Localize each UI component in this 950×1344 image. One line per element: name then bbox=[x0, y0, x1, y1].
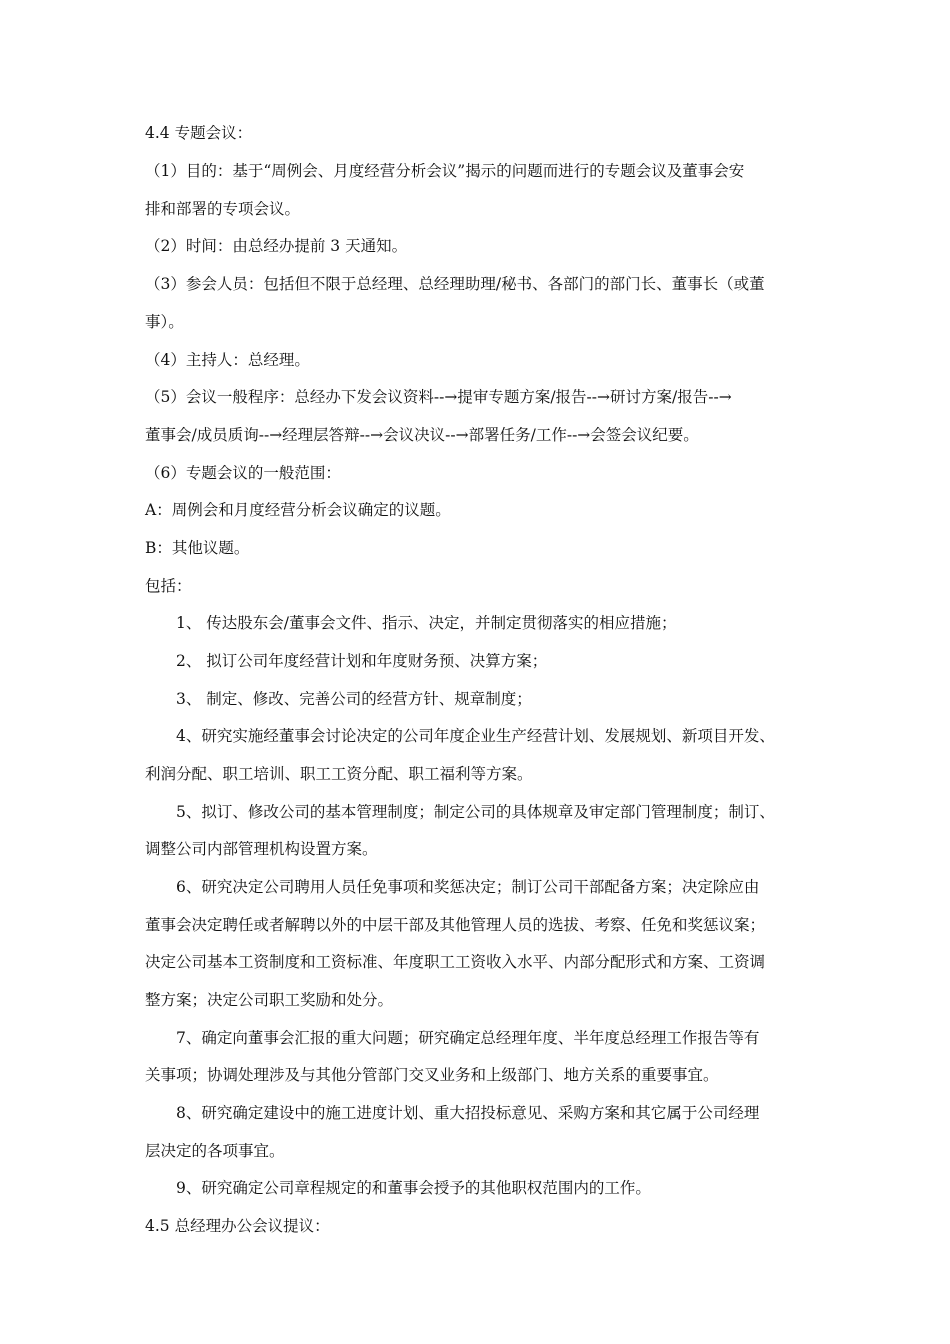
scope-item-a: A：周例会和月度经营分析会议确定的议题。 bbox=[145, 501, 451, 519]
purpose-line-2: 排和部署的专项会议。 bbox=[145, 200, 301, 218]
scope-item-b: B：其他议题。 bbox=[145, 539, 250, 557]
list-item-4-line-1: 4、研究实施经董事会讨论决定的公司年度企业生产经营计划、发展规划、新项目开发、 bbox=[176, 727, 775, 745]
including-label: 包括： bbox=[145, 577, 192, 595]
list-item-1: 1、 传达股东会/董事会文件、指示、决定，并制定贯彻落实的相应措施； bbox=[176, 614, 677, 632]
list-item-6-line-1: 6、研究决定公司聘用人员任免事项和奖惩决定；制订公司干部配备方案；决定除应由 bbox=[176, 878, 760, 896]
list-item-9: 9、研究确定公司章程规定的和董事会授予的其他职权范围内的工作。 bbox=[176, 1179, 651, 1197]
list-item-6-line-3: 决定公司基本工资制度和工资标准、年度职工工资收入水平、内部分配形式和方案、工资调 bbox=[145, 953, 766, 971]
host-line: （4）主持人：总经理。 bbox=[145, 351, 310, 369]
list-item-3: 3、 制定、修改、完善公司的经营方针、规章制度； bbox=[176, 690, 532, 708]
procedure-line-1: （5）会议一般程序：总经办下发会议资料--→提审专题方案/报告--→研讨方案/报告--→ bbox=[145, 388, 732, 406]
list-item-6-line-2: 董事会决定聘任或者解聘以外的中层干部及其他管理人员的选拔、考察、任免和奖惩议案； bbox=[145, 916, 766, 934]
list-item-2: 2、 拟订公司年度经营计划和年度财务预、决算方案； bbox=[176, 652, 548, 670]
time-line: （2）时间：由总经办提前 3 天通知。 bbox=[145, 237, 408, 255]
list-item-5-line-2: 调整公司内部管理机构设置方案。 bbox=[145, 840, 378, 858]
attendees-line-1: （3）参会人员：包括但不限于总经理、总经理助理/秘书、各部门的部门长、董事长（或董 bbox=[145, 275, 765, 293]
list-item-7-line-1: 7、确定向董事会汇报的重大问题；研究确定总经理年度、半年度总经理工作报告等有 bbox=[176, 1029, 760, 1047]
list-item-5-line-1: 5、拟订、修改公司的基本管理制度；制定公司的具体规章及审定部门管理制度；制订、 bbox=[176, 803, 775, 821]
purpose-line-1: （1）目的：基于“周例会、月度经营分析会议”揭示的问题而进行的专题会议及董事会安 bbox=[145, 162, 745, 180]
list-item-4-line-2: 利润分配、职工培训、职工工资分配、职工福利等方案。 bbox=[145, 765, 533, 783]
section-heading-4-5: 4.5 总经理办公会议提议： bbox=[145, 1217, 330, 1235]
section-heading-4-4: 4.4 专题会议： bbox=[145, 124, 253, 142]
list-item-6-line-4: 整方案；决定公司职工奖励和处分。 bbox=[145, 991, 394, 1009]
list-item-7-line-2: 关事项；协调处理涉及与其他分管部门交叉业务和上级部门、地方关系的重要事宜。 bbox=[145, 1066, 719, 1084]
list-item-8-line-1: 8、研究确定建设中的施工进度计划、重大招投标意见、采购方案和其它属于公司经理 bbox=[176, 1104, 760, 1122]
attendees-line-2: 事）。 bbox=[145, 313, 184, 331]
list-item-8-line-2: 层决定的各项事宜。 bbox=[145, 1142, 285, 1160]
scope-heading: （6）专题会议的一般范围： bbox=[145, 464, 341, 482]
procedure-line-2: 董事会/成员质询--→经理层答辩--→会议决议--→部署任务/工作--→会签会议纪要。 bbox=[145, 426, 699, 444]
